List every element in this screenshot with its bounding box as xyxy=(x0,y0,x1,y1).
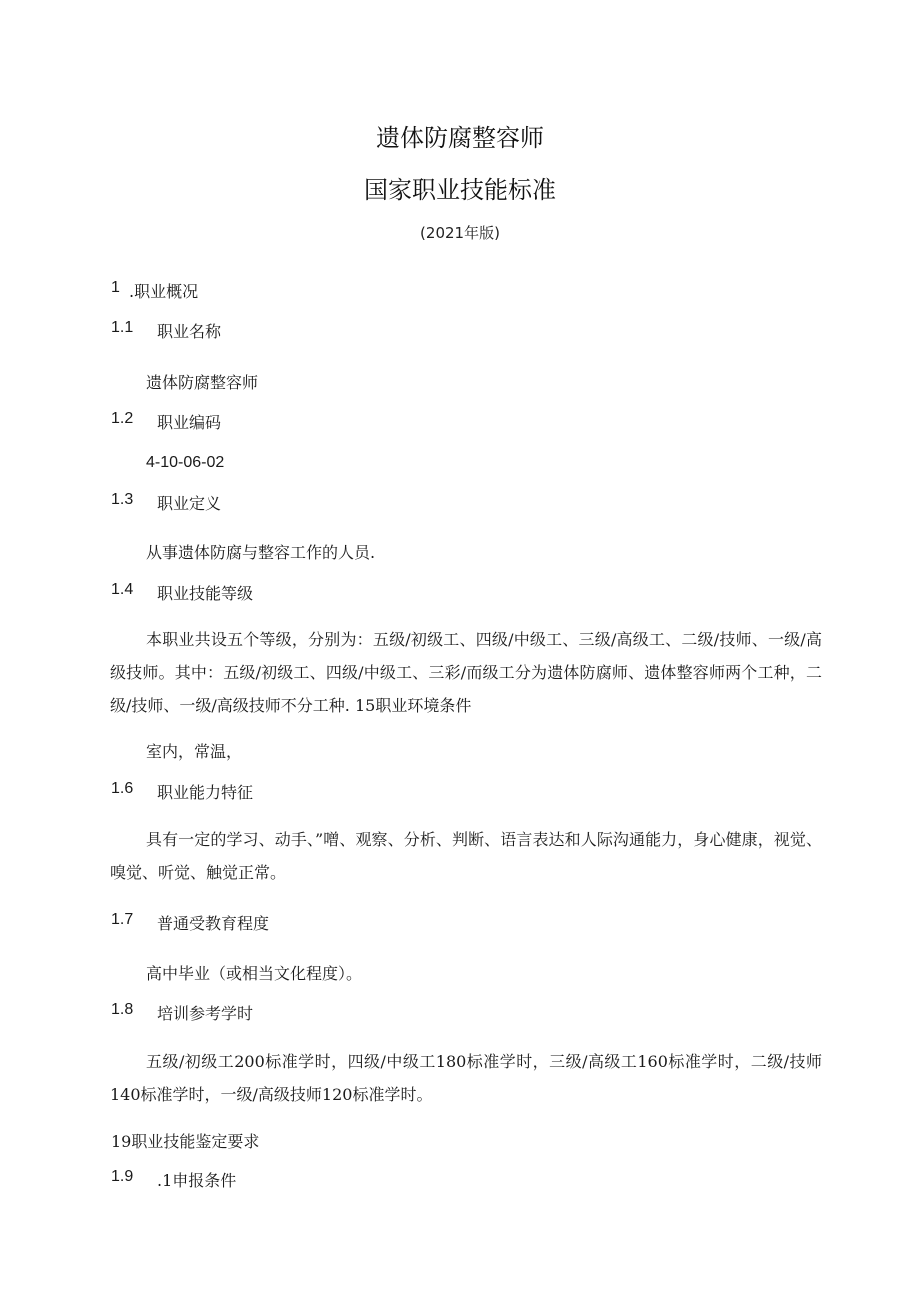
section-1-9-heading: 19职业技能鉴定要求 xyxy=(111,1132,260,1151)
section-label: 职业技能等级 xyxy=(157,584,254,603)
section-number: 1.8 xyxy=(111,1001,134,1018)
section-number: 1.9 xyxy=(111,1168,134,1185)
section-number: 1.6 xyxy=(111,780,134,797)
section-label: 普通受教育程度 xyxy=(157,914,270,933)
occupation-code: 4-10-06-02 xyxy=(146,454,225,471)
occupation-definition: 从事遗体防腐与整容工作的人员. xyxy=(146,543,376,562)
section-label: 职业定义 xyxy=(157,494,222,513)
section-label: .1申报条件 xyxy=(157,1171,237,1190)
section-label: .职业概况 xyxy=(129,282,199,301)
edition-label: (2021年版) xyxy=(420,224,500,242)
section-number: 1.4 xyxy=(111,581,134,598)
section-number: 1.7 xyxy=(111,911,134,928)
section-label: 职业名称 xyxy=(157,322,222,341)
document-title-line2: 国家职业技能标准 xyxy=(364,176,556,204)
section-number: 1.2 xyxy=(111,410,134,427)
education-level: 高中毕业（或相当文化程度）。 xyxy=(146,964,363,983)
occupation-name: 遗体防腐整容师 xyxy=(146,373,259,392)
section-number: 1.3 xyxy=(111,491,134,508)
work-environment: 室内，常温， xyxy=(146,742,243,761)
document-title-line1: 遗体防腐整容师 xyxy=(376,124,544,152)
section-number: 1 xyxy=(111,279,120,296)
section-label: 培训参考学时 xyxy=(157,1004,254,1023)
section-number: 1.1 xyxy=(111,319,134,336)
ability-characteristics-paragraph: 具有一定的学习、动手、”噌、观察、分析、判断、语言表达和人际沟通能力，身心健康，视觉、嗅觉、听觉、触觉正常。 xyxy=(110,830,822,882)
section-label: 职业编码 xyxy=(157,413,222,432)
skill-levels-paragraph: 本职业共设五个等级，分别为：五级/初级工、四级/中级工、三级/高级工、二级/技师、一级/高级技师。其中：五级/初级工、四级/中级工、三彩/而级工分为遗体防腐师、遗体整容师两个工种，二级/技师、一级/高级技师不分工种. 15职业环境条件 xyxy=(110,630,822,715)
training-hours-paragraph: 五级/初级工200标准学时，四级/中级工180标准学时，三级/高级工160标准学时，二级/技师140标准学时，一级/高级技师120标准学时。 xyxy=(110,1052,822,1104)
section-label: 职业能力特征 xyxy=(157,783,254,802)
